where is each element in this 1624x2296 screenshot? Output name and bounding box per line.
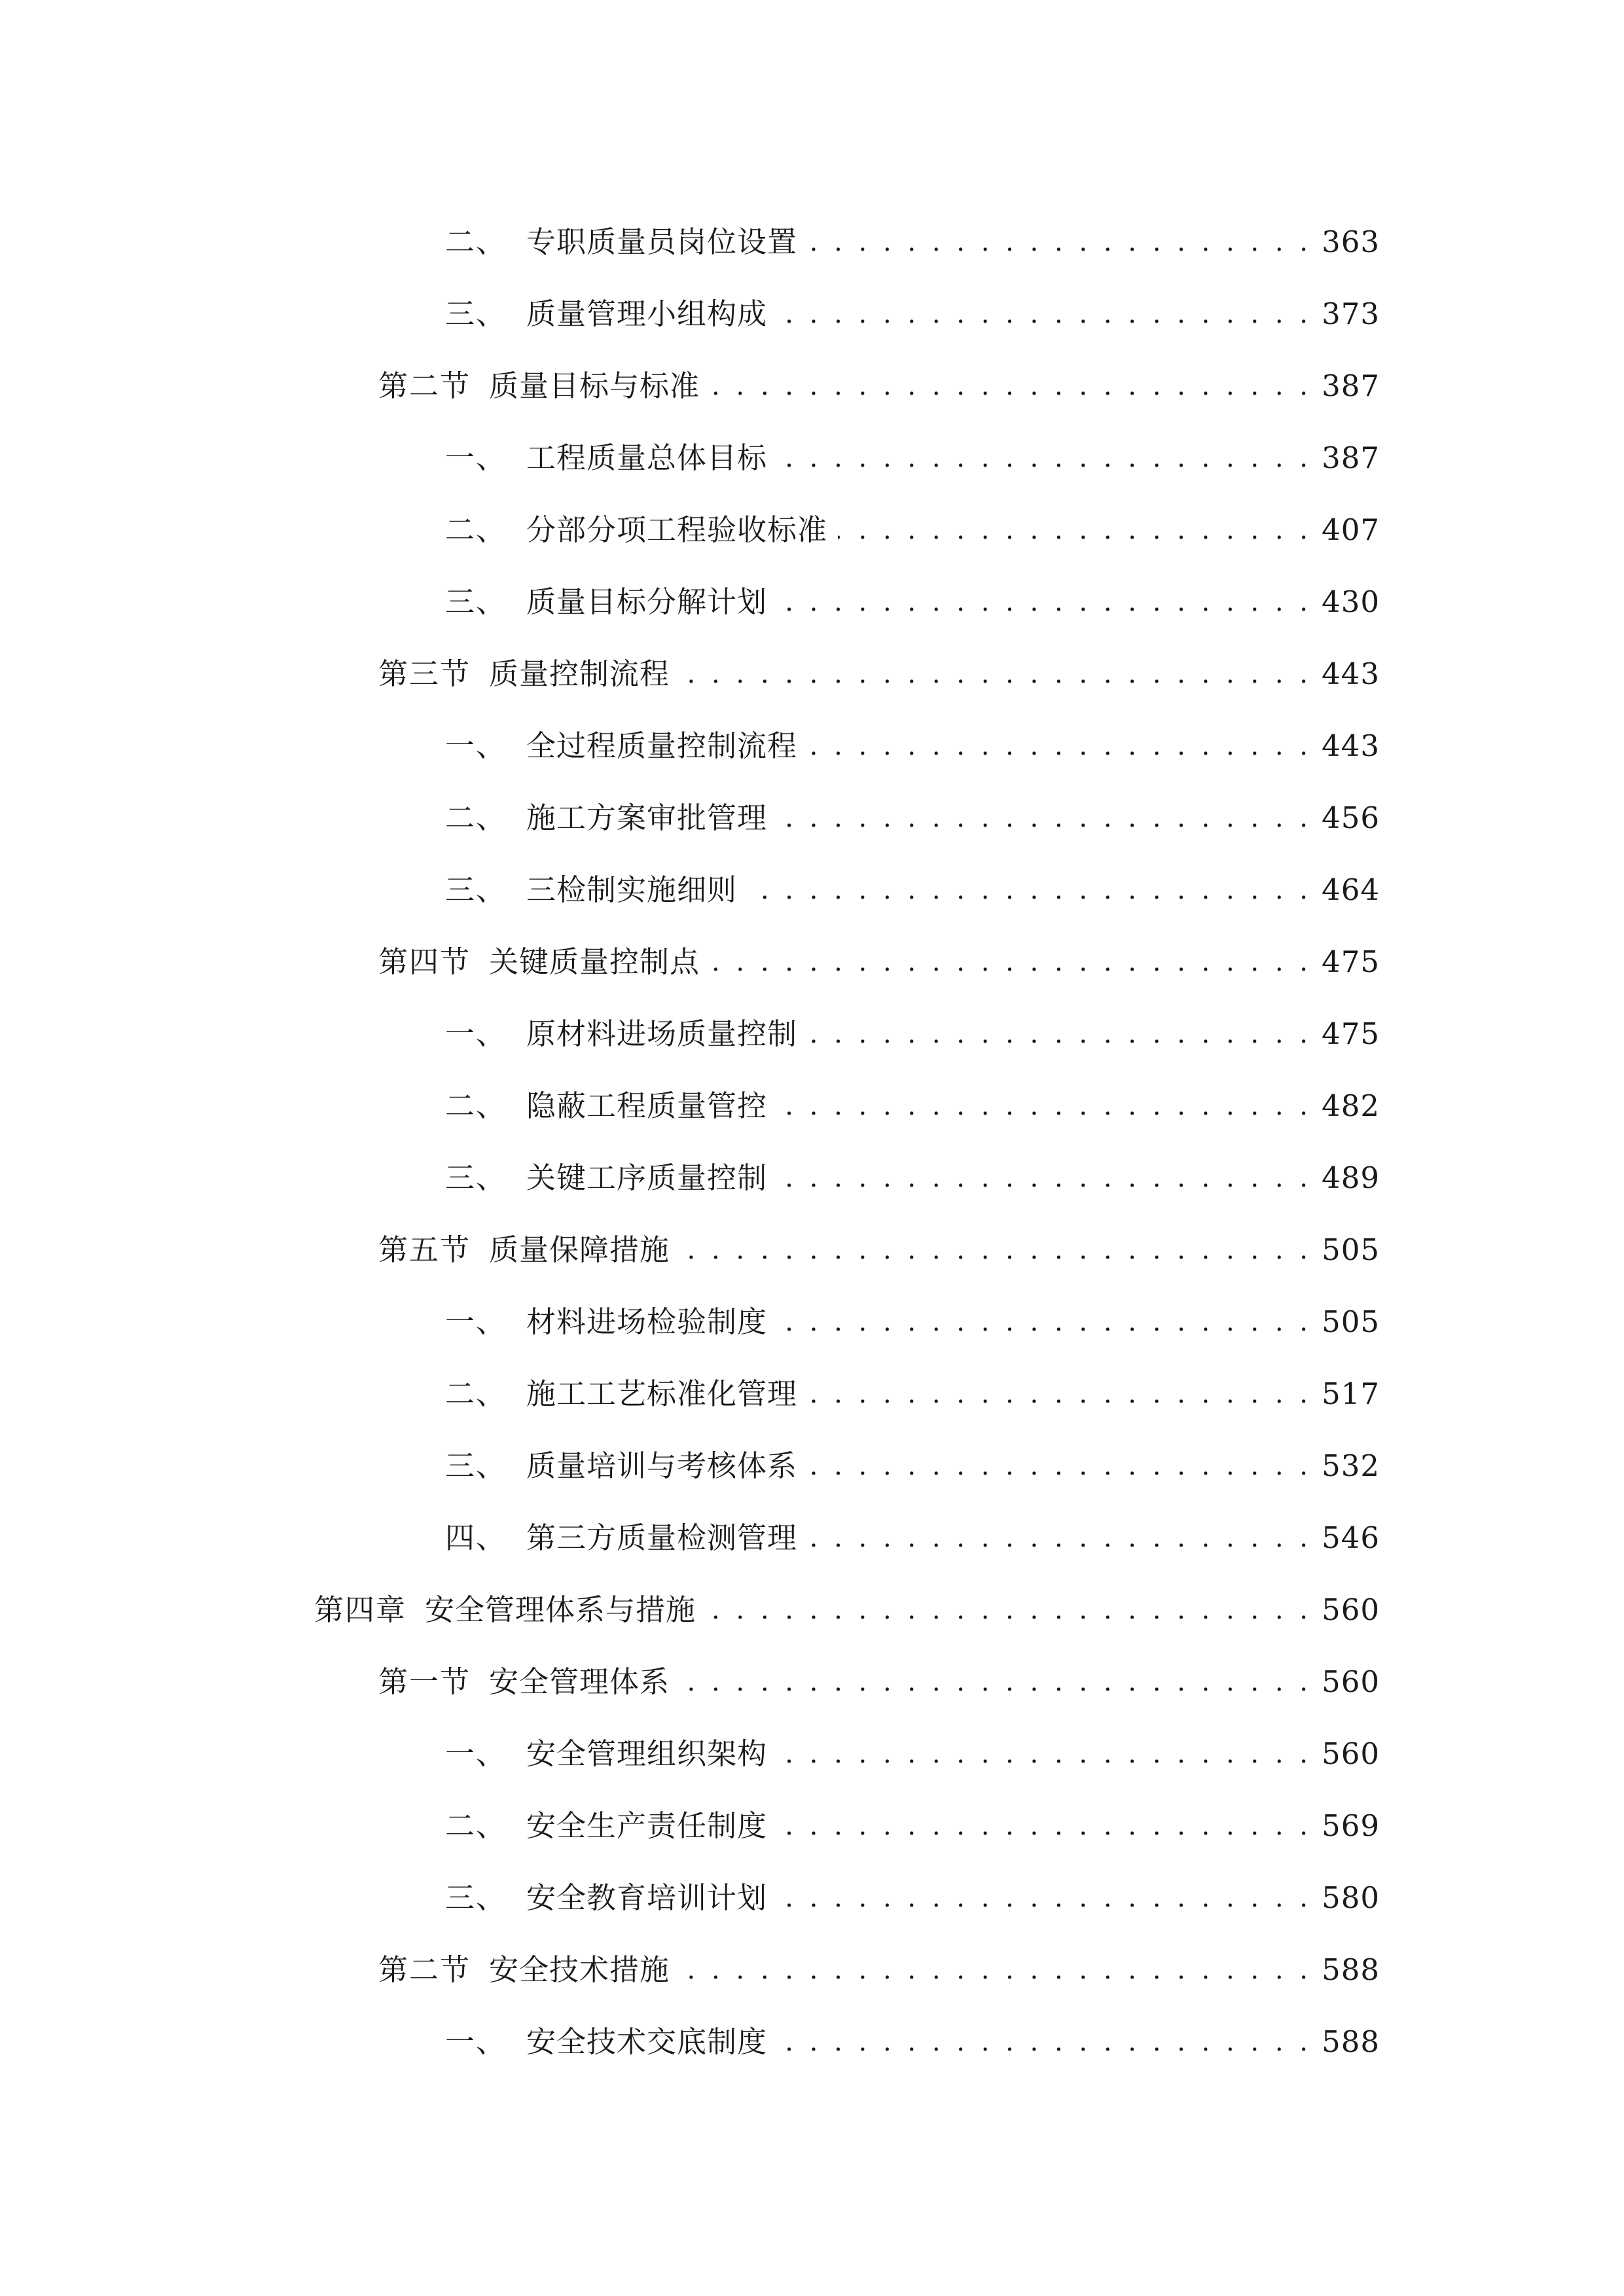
toc-entry-number: 三、: [445, 584, 507, 619]
toc-entry-page-number: 482: [1322, 1088, 1380, 1123]
dot-leader: [710, 367, 1312, 406]
dot-leader: [778, 1806, 1312, 1846]
toc-entry-number: 第五节: [378, 1232, 471, 1267]
dot-leader: [778, 1086, 1312, 1126]
dot-leader: [778, 295, 1312, 334]
toc-entry[interactable]: [0, 1126, 1624, 1198]
toc-entry-title: 质量目标分解计划: [526, 584, 768, 619]
toc-entry-number: 二、: [445, 1376, 507, 1411]
toc-entry-page-number: 456: [1322, 800, 1380, 835]
toc-entry[interactable]: [0, 1558, 1624, 1630]
toc-entry-page-number: 560: [1322, 1592, 1380, 1627]
toc-entry-number: 二、: [445, 512, 507, 547]
toc-entry-page-number: 588: [1322, 2024, 1380, 2059]
toc-entry-title: 安全技术交底制度: [526, 2024, 768, 2059]
toc-entry-title: 施工工艺标准化管理: [526, 1376, 798, 1411]
toc-entry-number: 三、: [445, 1880, 507, 1915]
toc-entry-number: 第三节: [378, 656, 471, 691]
toc-entry-page-number: 363: [1322, 224, 1380, 259]
toc-entry-page-number: 580: [1322, 1880, 1380, 1915]
toc-entry-title: 安全教育培训计划: [526, 1880, 768, 1915]
toc-entry-number: 一、: [445, 2024, 507, 2059]
toc-entry-title: 分部分项工程验收标准: [526, 512, 828, 547]
toc-entry-number: 一、: [445, 1016, 507, 1051]
toc-entry-page-number: 569: [1322, 1808, 1380, 1843]
toc-entry[interactable]: [0, 1990, 1624, 2062]
toc-entry[interactable]: [0, 1486, 1624, 1558]
dot-leader: [808, 1374, 1312, 1414]
toc-entry-title: 安全管理组织架构: [526, 1736, 768, 1771]
toc-entry-page-number: 475: [1322, 1016, 1380, 1051]
toc-entry-page-number: 546: [1322, 1520, 1380, 1555]
toc-entry-title: 关键工序质量控制: [526, 1160, 768, 1195]
toc-entry[interactable]: [0, 622, 1624, 694]
toc-entry-number: 第四节: [378, 944, 471, 979]
dot-leader: [778, 798, 1312, 838]
toc-entry[interactable]: [0, 1198, 1624, 1270]
dot-leader: [808, 1518, 1312, 1558]
toc-entry-number: 四、: [445, 1520, 507, 1555]
toc-entry-number: 二、: [445, 1808, 507, 1843]
toc-entry-page-number: 517: [1322, 1376, 1380, 1411]
dot-leader: [710, 942, 1312, 982]
toc-entry-title: 第三方质量检测管理: [526, 1520, 798, 1555]
toc-entry-number: 第一节: [378, 1664, 471, 1699]
toc-entry-page-number: 505: [1322, 1304, 1380, 1339]
toc-entry-title: 安全管理体系: [489, 1664, 670, 1699]
toc-entry-number: 第二节: [378, 1952, 471, 1987]
dot-leader: [808, 1446, 1312, 1486]
toc-entry[interactable]: [0, 1918, 1624, 1990]
toc-entry[interactable]: [0, 334, 1624, 406]
toc-entry-page-number: 475: [1322, 944, 1380, 979]
toc-entry-page-number: 560: [1322, 1664, 1380, 1699]
toc-entry-title: 材料进场检验制度: [526, 1304, 768, 1339]
dot-leader: [680, 655, 1312, 694]
dot-leader: [706, 1590, 1312, 1630]
toc-entry-title: 原材料进场质量控制: [526, 1016, 798, 1051]
dot-leader: [680, 1662, 1312, 1702]
toc-entry[interactable]: [0, 1342, 1624, 1414]
toc-entry[interactable]: [0, 478, 1624, 550]
toc-entry-page-number: 443: [1322, 656, 1380, 691]
dot-leader: [838, 511, 1312, 550]
toc-entry-title: 安全技术措施: [489, 1952, 670, 1987]
toc-entry-page-number: 407: [1322, 512, 1380, 547]
dot-leader: [778, 1158, 1312, 1198]
toc-entry-title: 质量管理小组构成: [526, 296, 768, 331]
toc-entry-title: 关键质量控制点: [489, 944, 700, 979]
dot-leader: [680, 1950, 1312, 1990]
toc-entry[interactable]: [0, 1054, 1624, 1126]
toc-entry-page-number: 373: [1322, 296, 1380, 331]
toc-entry-number: 一、: [445, 728, 507, 763]
toc-entry-title: 质量培训与考核体系: [526, 1448, 798, 1483]
toc-entry-number: 二、: [445, 224, 507, 259]
toc-entry-number: 第四章: [314, 1592, 407, 1627]
toc-entry-page-number: 464: [1322, 872, 1380, 907]
toc-entry[interactable]: [0, 910, 1624, 982]
dot-leader: [808, 1014, 1312, 1054]
dot-leader: [808, 223, 1312, 262]
toc-entry-page-number: 430: [1322, 584, 1380, 619]
dot-leader: [778, 2022, 1312, 2062]
toc-entry[interactable]: [0, 406, 1624, 478]
table-of-contents: [0, 190, 1624, 2062]
toc-entry-number: 第二节: [378, 368, 471, 403]
toc-entry-number: 二、: [445, 800, 507, 835]
toc-entry-page-number: 560: [1322, 1736, 1380, 1771]
toc-entry[interactable]: [0, 190, 1624, 262]
toc-entry[interactable]: [0, 766, 1624, 838]
toc-entry-number: 三、: [445, 872, 507, 907]
toc-entry-title: 隐蔽工程质量管控: [526, 1088, 768, 1123]
toc-entry-page-number: 489: [1322, 1160, 1380, 1195]
toc-entry-title: 质量目标与标准: [489, 368, 700, 403]
toc-entry-number: 一、: [445, 1304, 507, 1339]
toc-entry-number: 一、: [445, 1736, 507, 1771]
toc-entry[interactable]: [0, 1846, 1624, 1918]
toc-entry-title: 质量保障措施: [489, 1232, 670, 1267]
toc-entry-title: 工程质量总体目标: [526, 440, 768, 475]
toc-entry-title: 专职质量员岗位设置: [526, 224, 798, 259]
toc-entry-page-number: 588: [1322, 1952, 1380, 1987]
toc-entry[interactable]: [0, 1774, 1624, 1846]
toc-entry[interactable]: [0, 262, 1624, 334]
toc-entry[interactable]: [0, 1630, 1624, 1702]
dot-leader: [778, 1302, 1312, 1342]
dot-leader: [778, 1878, 1312, 1918]
dot-leader: [778, 1734, 1312, 1774]
toc-entry-number: 二、: [445, 1088, 507, 1123]
dot-leader: [808, 726, 1312, 766]
toc-entry[interactable]: [0, 694, 1624, 766]
toc-entry[interactable]: [0, 1270, 1624, 1342]
toc-entry-page-number: 443: [1322, 728, 1380, 763]
toc-entry-title: 安全管理体系与措施: [425, 1592, 696, 1627]
dot-leader: [778, 583, 1312, 622]
toc-entry[interactable]: [0, 982, 1624, 1054]
toc-entry[interactable]: [0, 1414, 1624, 1486]
toc-entry-title: 三检制实施细则: [526, 872, 738, 907]
dot-leader: [748, 870, 1312, 910]
dot-leader: [680, 1230, 1312, 1270]
toc-entry[interactable]: [0, 550, 1624, 622]
toc-entry[interactable]: [0, 1702, 1624, 1774]
toc-entry-title: 质量控制流程: [489, 656, 670, 691]
toc-entry-number: 三、: [445, 1448, 507, 1483]
toc-entry-title: 全过程质量控制流程: [526, 728, 798, 763]
dot-leader: [778, 439, 1312, 478]
toc-entry[interactable]: [0, 838, 1624, 910]
toc-entry-title: 施工方案审批管理: [526, 800, 768, 835]
toc-entry-page-number: 505: [1322, 1232, 1380, 1267]
toc-entry-title: 安全生产责任制度: [526, 1808, 768, 1843]
toc-entry-page-number: 532: [1322, 1448, 1380, 1483]
toc-entry-number: 三、: [445, 296, 507, 331]
toc-entry-page-number: 387: [1322, 440, 1380, 475]
toc-entry-page-number: 387: [1322, 368, 1380, 403]
toc-entry-number: 三、: [445, 1160, 507, 1195]
toc-entry-number: 一、: [445, 440, 507, 475]
